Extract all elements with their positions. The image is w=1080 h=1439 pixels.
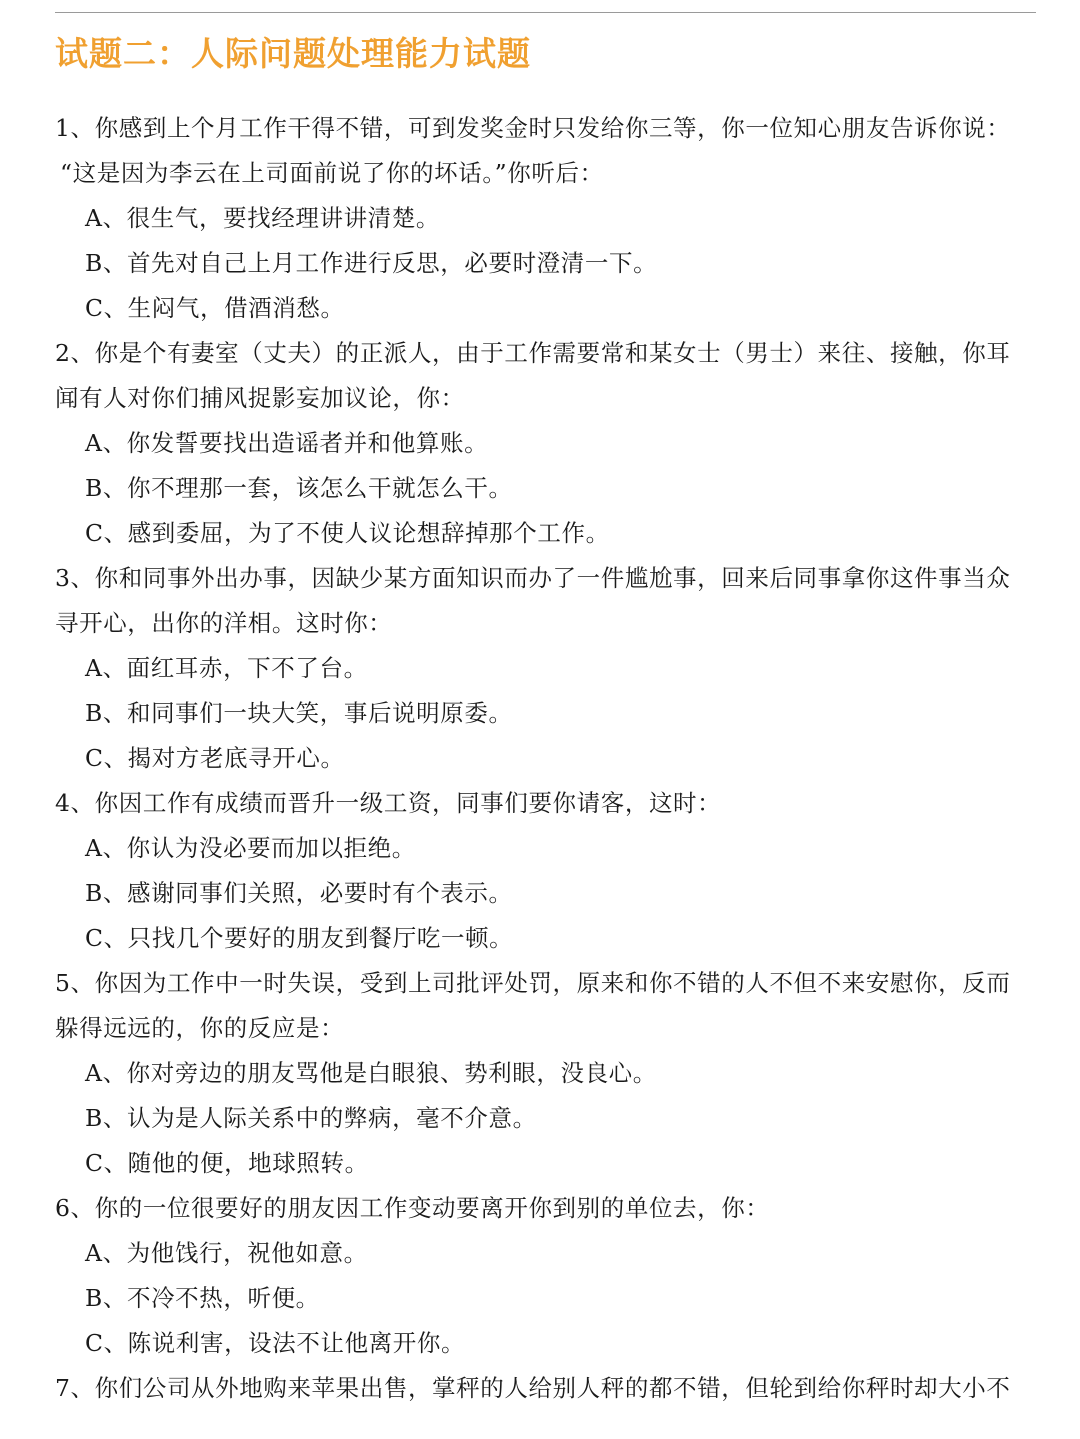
question-2 xyxy=(55,331,1040,556)
question-text-line: 4、你因工作有成绩而晋升一级工资，同事们要你请客，这时： xyxy=(55,789,722,817)
question-text-line: 寻开心，出你的洋相。这时你： xyxy=(55,609,393,637)
question-text-line: 7、你们公司从外地购来苹果出售，掌秤的人给别人秤的都不错，但轮到给你秤时却大小不 xyxy=(55,1374,1011,1402)
option-c: C、揭对方老底寻开心。 xyxy=(85,744,345,772)
question-6 xyxy=(55,1186,1040,1366)
option-b: B、认为是人际关系中的弊病，毫不介意。 xyxy=(85,1104,537,1132)
option-b: B、不冷不热，听便。 xyxy=(85,1284,320,1312)
option-c: C、陈说利害，设法不让他离开你。 xyxy=(85,1329,466,1357)
option-b: B、首先对自己上月工作进行反思，必要时澄清一下。 xyxy=(85,249,658,277)
question-3 xyxy=(55,556,1040,781)
question-7 xyxy=(55,1366,1040,1411)
option-a: A、你认为没必要而加以拒绝。 xyxy=(85,834,416,862)
question-text-line: 闻有人对你们捕风捉影妄加议论，你： xyxy=(55,384,465,412)
option-a: A、面红耳赤，下不了台。 xyxy=(85,654,368,682)
option-a: A、你对旁边的朋友骂他是白眼狼、势利眼，没良心。 xyxy=(85,1059,657,1087)
top-divider xyxy=(55,12,1036,13)
option-c: C、随他的便，地球照转。 xyxy=(85,1149,369,1177)
question-list xyxy=(55,106,1040,1411)
option-b: B、你不理那一套，该怎么干就怎么干。 xyxy=(85,474,513,502)
option-a: A、为他饯行，祝他如意。 xyxy=(85,1239,368,1267)
question-1 xyxy=(55,106,1040,331)
option-c: C、只找几个要好的朋友到餐厅吃一顿。 xyxy=(85,924,514,952)
option-b: B、感谢同事们关照，必要时有个表示。 xyxy=(85,879,513,907)
option-c: C、生闷气，借酒消愁。 xyxy=(85,294,345,322)
question-text-line: 3、你和同事外出办事，因缺少某方面知识而办了一件尴尬事，回来后同事拿你这件事当众 xyxy=(55,564,1011,592)
question-text-line: 躲得远远的，你的反应是： xyxy=(55,1014,345,1042)
document-title: 试题二：人际问题处理能力试题 xyxy=(55,34,531,73)
option-b: B、和同事们一块大笑，事后说明原委。 xyxy=(85,699,513,727)
question-text-line: 1、你感到上个月工作干得不错，可到发奖金时只发给你三等，你一位知心朋友告诉你说： xyxy=(55,114,1011,142)
option-c: C、感到委屈，为了不使人议论想辞掉那个工作。 xyxy=(85,519,610,547)
question-text-line: 5、你因为工作中一时失误，受到上司批评处罚，原来和你不错的人不但不来安慰你，反而 xyxy=(55,969,1011,997)
question-text-line: 2、你是个有妻室（丈夫）的正派人，由于工作需要常和某女士（男士）来往、接触，你耳 xyxy=(55,339,1011,367)
question-4 xyxy=(55,781,1040,961)
question-text-line: “这是因为李云在上司面前说了你的坏话。”你听后： xyxy=(60,159,604,187)
question-5 xyxy=(55,961,1040,1186)
question-text-line: 6、你的一位很要好的朋友因工作变动要离开你到别的单位去，你： xyxy=(55,1194,770,1222)
option-a: A、很生气，要找经理讲讲清楚。 xyxy=(85,204,440,232)
option-a: A、你发誓要找出造谣者并和他算账。 xyxy=(85,429,489,457)
